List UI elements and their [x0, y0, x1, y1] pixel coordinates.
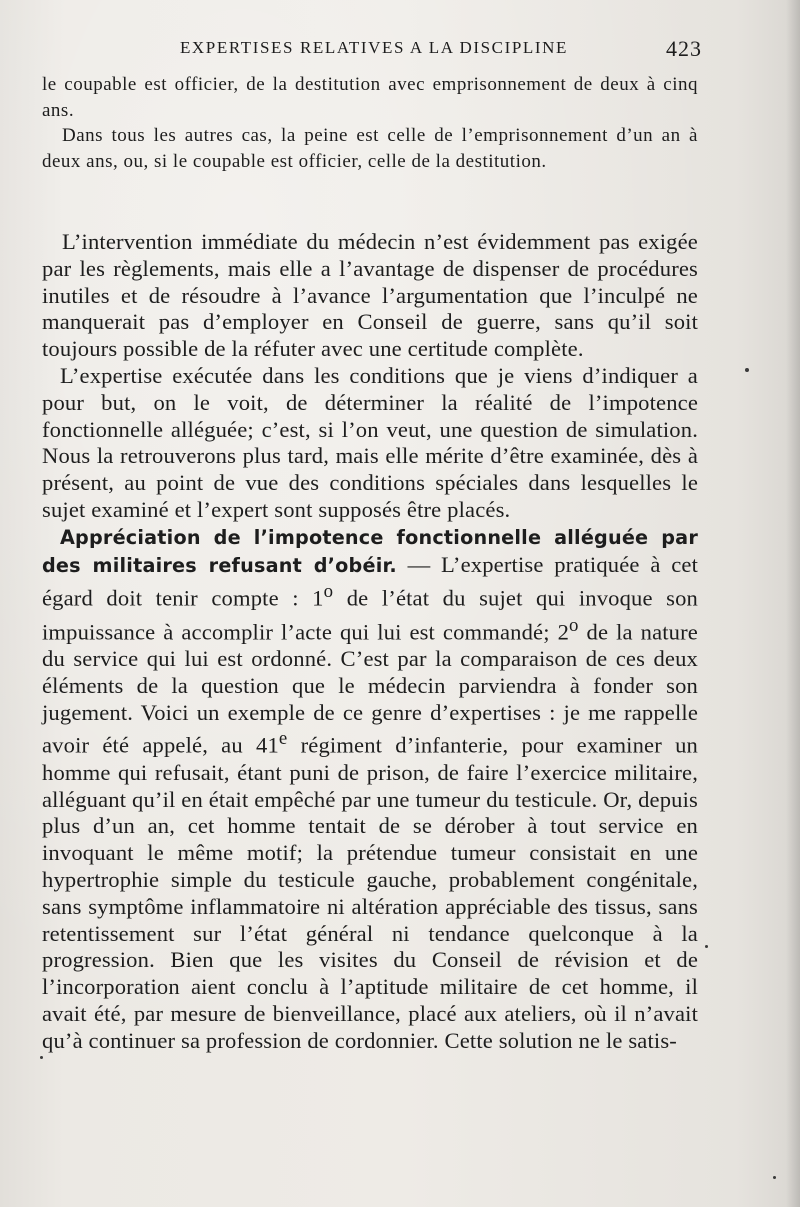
section-heading: Appréciation de l’impotence fonctionnelle alléguée par des militaires refusant d’obéir. [42, 525, 698, 577]
main-text-block [42, 229, 698, 1055]
page-edge-shadow [786, 0, 800, 1207]
print-speck [773, 1176, 776, 1179]
print-speck [705, 945, 708, 948]
ordinal-superscript: o [323, 581, 334, 603]
paragraph-appreciation [42, 524, 698, 1055]
print-speck [745, 368, 749, 372]
continued-paragraph: le coupable est officier, de la destitution avec emprisonnement de deux à cinq ans. [42, 74, 698, 121]
paragraph-text-a: de l’état du sujet qui invoque son impuissance à accomplir l’acte qui lui est commandé; 2 [42, 585, 699, 645]
running-title: EXPERTISES RELATIVES A LA DISCIPLINE [179, 38, 569, 57]
print-speck [40, 1056, 43, 1059]
paragraph-penalty: Dans tous les autres cas, la peine est celle de l’emprisonnement d’un an à deux ans, ou, si le coupable est officier, celle de la destitution. [42, 125, 698, 172]
ordinal-superscript: e [278, 728, 288, 750]
paragraph-text-c: régiment d’infanterie, pour examiner un homme qui refusait, étant puni de prison, de faire l’exercice militaire, alléguant qu’il en était empêché par une tumeur du testicule. Or, depuis plus d’un an, cet homme tentait de se dérober à tout service en invoquant le même motif; la prétendue tumeur consistait en une hypertrophie simple du testicule gauche, probablement congénitale, sans symptôme inflammatoire ni altération appréciable des tissus, sans retentissement sur l’état général ni tendance quelconque à la progression. Bien que les visites du Conseil de révision et de l’incorporation aient conclu à l’aptitude militaire de cet homme, il avait été, par mesure de bienveillance, placé aux ateliers, où il n’avait qu’à continuer sa profession de cordonnier. Cette solution ne le satis- [42, 732, 698, 1053]
ordinal-superscript: o [569, 614, 579, 636]
paragraph-text-b: de la nature du service qui lui est ordonné. C’est par la comparaison de ces deux éléments de la question que le médecin parviendra à fonder son jugement. Voici un exemple de ce genre d’expertises : je me rappelle avoir été appelé, au 41 [42, 619, 698, 758]
paragraph-text-intro: — L’expertise pratiquée à cet égard doit tenir compte : 1 [42, 551, 698, 611]
paragraph-intervention: L’intervention immédiate du médecin n’est évidemment pas exigée par les règlements, mais elle a l’avantage de dispenser de procédures inutiles et de résoudre à l’avance l’argumentation que l’inculpé ne manquerait pas d’employer en Conseil de guerre, sans qu’il soit toujours possible de la réfuter avec une certitude complète. [42, 229, 698, 362]
page-number: 423 [666, 36, 702, 61]
continued-text-block [42, 72, 698, 174]
paragraph-expertise: L’expertise exécutée dans les conditions que je viens d’indiquer a pour but, on le voit, de déterminer la réalité de l’impotence fonctionnelle alléguée; c’est, si l’on veut, une question de simulation. Nous la retrouverons plus tard, mais elle mérite d’être examinée, dès à présent, au point de vue des conditions spéciales dans lesquelles le sujet examiné et l’expert sont supposés être placés. [42, 362, 698, 522]
